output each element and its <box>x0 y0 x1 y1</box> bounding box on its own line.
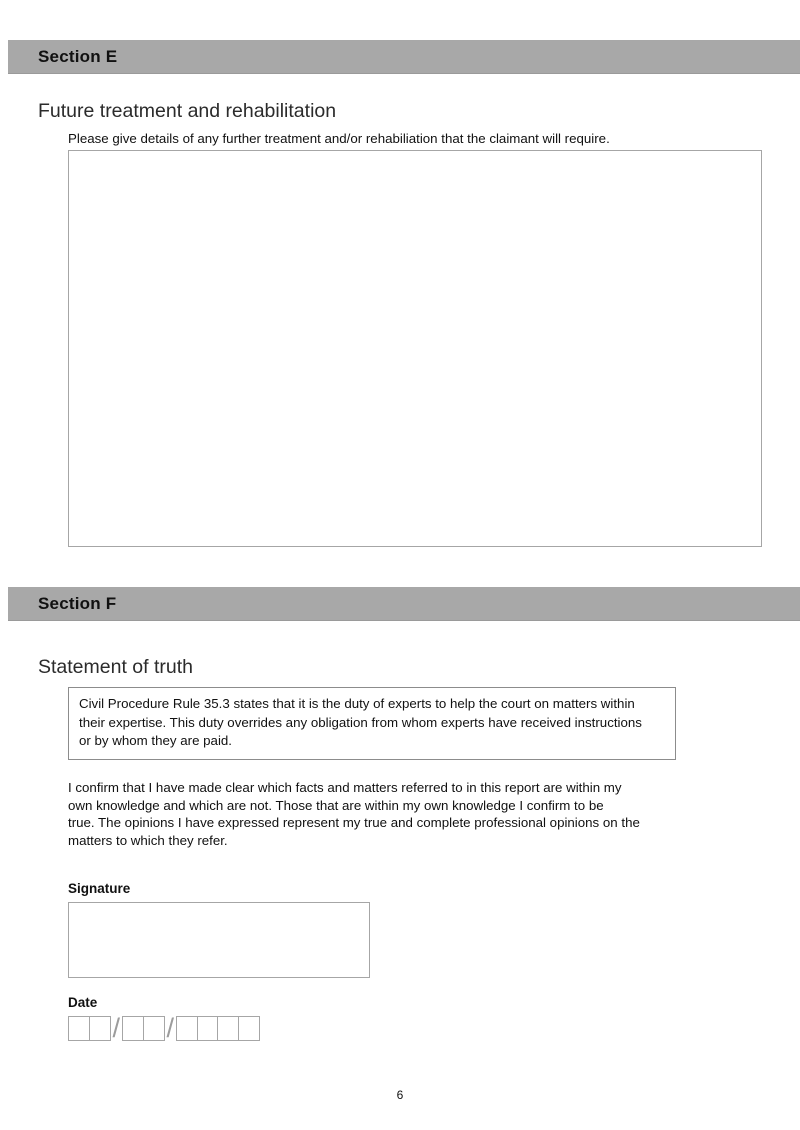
notice-line: Civil Procedure Rule 35.3 states that it is the duty of experts to help the court on matters within <box>79 696 635 711</box>
notice-line: their expertise. This duty overrides any obligation from whom experts have received instructions <box>79 714 642 730</box>
date-day-cell-2[interactable] <box>89 1016 111 1041</box>
date-year-group <box>176 1016 260 1041</box>
date-separator-slash: / <box>112 1013 121 1043</box>
date-month-group <box>122 1016 165 1041</box>
treatment-instruction-text: Please give details of any further treatment and/or rehabiliation that the claimant will require. <box>68 131 610 146</box>
civil-procedure-notice-box <box>68 687 676 760</box>
signature-label: Signature <box>68 881 131 896</box>
section-e-header-bar <box>8 40 800 74</box>
date-label: Date <box>68 995 98 1010</box>
declaration-line: own knowledge and which are not. Those that are within my own knowledge I confirm to be <box>68 797 604 813</box>
section-f-title: Section F <box>38 593 117 613</box>
date-year-cell-2[interactable] <box>197 1016 219 1041</box>
statement-of-truth-heading: Statement of truth <box>38 656 194 678</box>
declaration-line: true. The opinions I have expressed represent my true and complete professional opinions on the <box>68 815 640 831</box>
date-day-group <box>68 1016 111 1041</box>
future-treatment-heading: Future treatment and rehabilitation <box>38 100 337 122</box>
date-year-cell-3[interactable] <box>217 1016 239 1041</box>
date-input-row <box>68 1013 260 1043</box>
notice-line: or by whom they are paid. <box>79 733 232 748</box>
section-e-title: Section E <box>38 46 118 66</box>
date-day-cell-1[interactable] <box>68 1016 90 1041</box>
declaration-line: I confirm that I have made clear which facts and matters referred to in this report are within my <box>68 780 622 795</box>
declaration-line: matters to which they refer. <box>68 832 228 848</box>
date-month-cell-1[interactable] <box>122 1016 144 1041</box>
section-f-header-bar <box>8 587 800 621</box>
signature-field[interactable] <box>68 902 370 978</box>
declaration-text <box>68 779 640 849</box>
date-month-cell-2[interactable] <box>143 1016 165 1041</box>
treatment-details-textarea[interactable] <box>68 150 762 547</box>
date-separator-slash: / <box>166 1013 175 1043</box>
page-number: 6 <box>396 1088 404 1102</box>
date-year-cell-1[interactable] <box>176 1016 198 1041</box>
date-year-cell-4[interactable] <box>238 1016 260 1041</box>
